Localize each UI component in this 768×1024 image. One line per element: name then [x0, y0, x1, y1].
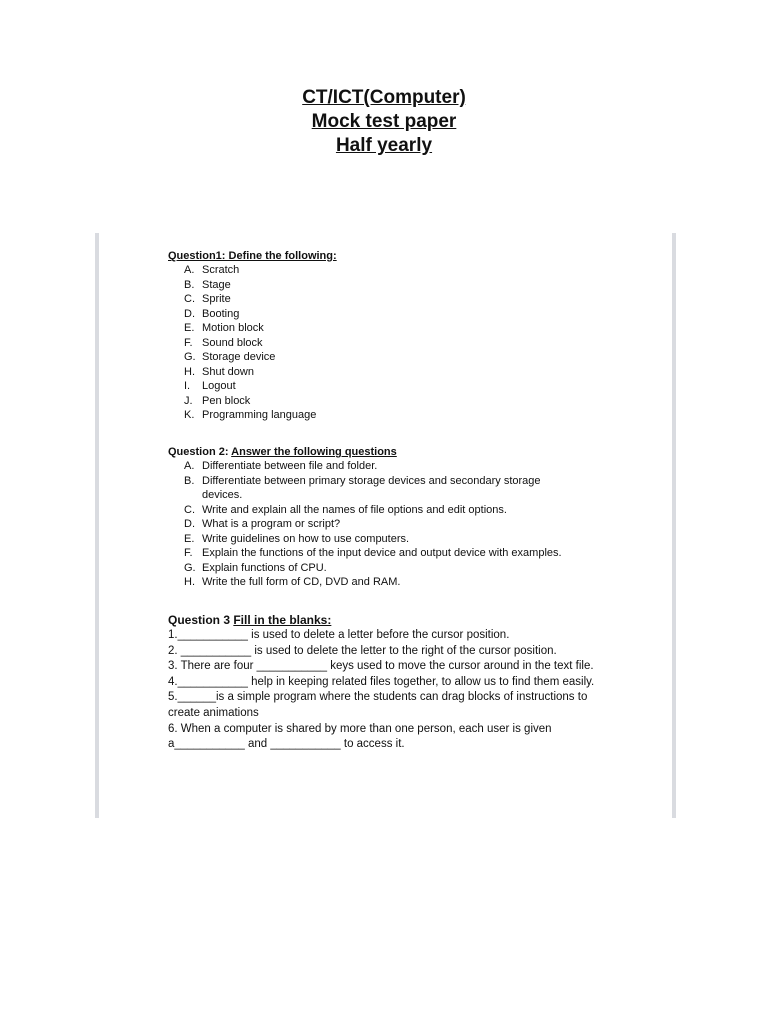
list-item	[184, 278, 316, 293]
list-item-letter: A.	[184, 264, 195, 276]
paper-type-title: Mock test paper	[311, 111, 457, 132]
list-item	[184, 350, 316, 365]
question-2-heading	[168, 445, 397, 459]
list-item: 5.______is a simple program where the students can drag blocks of instructions to create animations	[168, 691, 588, 719]
list-item-letter: B.	[184, 474, 195, 487]
list-item-letter: C.	[184, 503, 195, 516]
list-item-text: Write guidelines on how to use computers.	[202, 532, 410, 545]
paper-title	[0, 86, 768, 158]
list-item	[184, 263, 316, 278]
list-item-letter: K.	[184, 409, 195, 421]
subject-title: CT/ICT(Computer)	[302, 87, 466, 108]
list-item-text: What is a program or script?	[202, 518, 341, 530]
list-item-text: Booting	[202, 307, 240, 320]
list-item	[184, 336, 316, 351]
list-item: 4.___________ help in keeping related files together, to allow us to find them easily.	[168, 675, 595, 688]
list-item-letter: F.	[184, 336, 193, 349]
list-item	[184, 408, 316, 423]
list-item-text: Pen block	[202, 394, 251, 407]
list-item	[184, 546, 572, 561]
list-item-text: Sound block	[202, 336, 263, 349]
list-item-text: Motion block	[202, 322, 264, 334]
list-item-letter: H.	[184, 576, 195, 588]
list-item: 6. When a computer is shared by more than one person, each user is given a___________ and ___________ to access it.	[168, 722, 552, 751]
list-item-letter: C.	[184, 293, 195, 305]
list-item	[184, 365, 316, 380]
list-item-text: Differentiate between primary storage devices and secondary storage devices.	[202, 474, 541, 501]
page-right-border	[672, 233, 676, 818]
list-item-text: Programming language	[202, 409, 317, 421]
list-item-letter: B.	[184, 278, 195, 291]
page-left-border	[95, 233, 99, 818]
list-item-text: Stage	[202, 278, 231, 291]
question-2-title: Answer the following questions	[231, 446, 397, 458]
list-item	[184, 517, 572, 532]
list-item	[184, 379, 316, 394]
list-item	[184, 307, 316, 322]
list-item-text: Explain functions of CPU.	[202, 561, 327, 574]
list-item-text: Explain the functions of the input device and output device with examples.	[202, 547, 562, 559]
list-item: 1.___________ is used to delete a letter before the cursor position.	[168, 629, 510, 641]
list-item	[184, 474, 572, 503]
list-item-letter: D.	[184, 518, 195, 530]
list-item	[184, 321, 316, 336]
list-item	[184, 561, 572, 576]
list-item: 3. There are four ___________ keys used to move the cursor around in the text file.	[168, 660, 594, 673]
list-item-text: Write the full form of CD, DVD and RAM.	[202, 576, 401, 588]
list-item: 2. ___________ is used to delete the letter to the right of the cursor position.	[168, 644, 557, 657]
list-item-text: Write and explain all the names of file options and edit options.	[202, 503, 507, 516]
question-3-label: Question 3	[168, 613, 234, 627]
question-3-title: Fill in the blanks:	[233, 613, 332, 627]
list-item	[184, 575, 572, 590]
question-1-heading	[168, 249, 337, 263]
list-item-letter: G.	[184, 561, 196, 574]
list-item	[184, 459, 572, 474]
question-2-label: Question 2:	[168, 446, 232, 458]
list-item-letter: H.	[184, 365, 195, 378]
list-item-letter: G.	[184, 351, 196, 363]
list-item-text: Shut down	[202, 365, 254, 378]
question-3-heading	[168, 613, 331, 628]
list-item-letter: D.	[184, 307, 195, 320]
list-item-letter: E.	[184, 322, 195, 334]
question-3-blanks	[168, 628, 598, 753]
list-item-letter: E.	[184, 532, 195, 545]
question-1-heading-text: Question1: Define the following:	[168, 250, 337, 262]
list-item-letter: J.	[184, 394, 193, 407]
list-item-text: Storage device	[202, 351, 276, 363]
list-item	[184, 292, 316, 307]
list-item-letter: A.	[184, 460, 195, 472]
list-item	[184, 532, 572, 547]
question-1-list	[184, 263, 316, 423]
list-item-text: Scratch	[202, 264, 240, 276]
question-2-list	[184, 459, 572, 590]
term-title: Half yearly	[335, 135, 433, 156]
list-item	[184, 394, 316, 409]
list-item-text: Sprite	[202, 293, 231, 305]
list-item	[184, 503, 572, 518]
list-item-text: Logout	[202, 380, 236, 392]
list-item-letter: F.	[184, 547, 193, 559]
list-item-text: Differentiate between file and folder.	[202, 460, 378, 472]
list-item-letter: I.	[184, 380, 191, 392]
